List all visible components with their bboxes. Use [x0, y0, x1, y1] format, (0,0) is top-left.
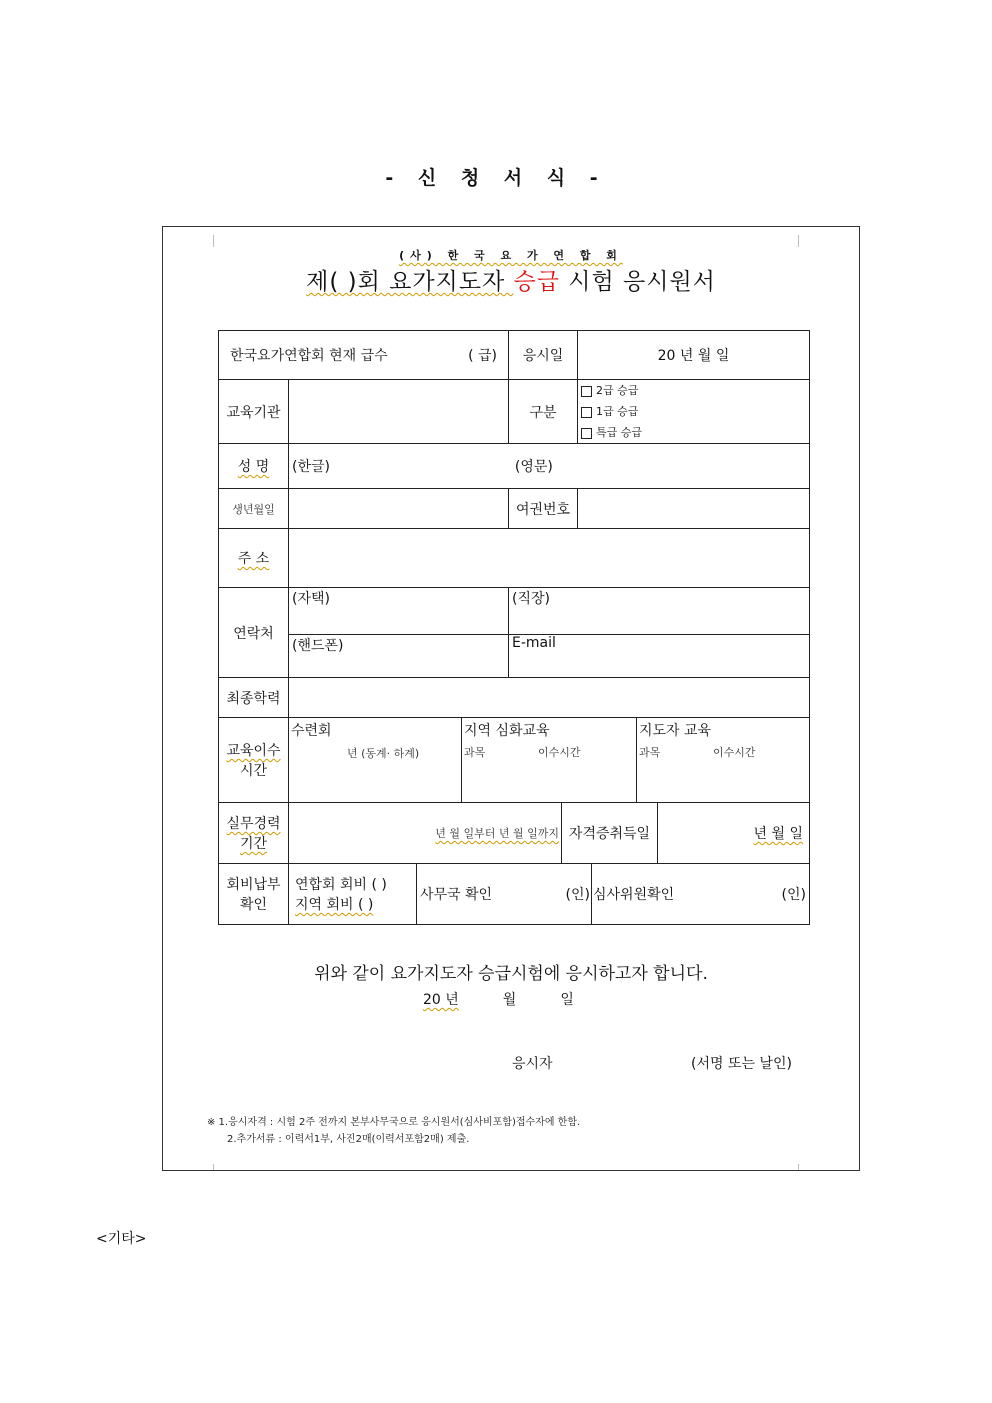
form-title: 제( )회 요가지도자 승급 시험 응시원서 — [306, 269, 716, 295]
birth-row — [219, 489, 810, 529]
birth-label: 생년월일 — [219, 489, 289, 529]
crop-mark — [798, 235, 807, 247]
note-documents: 2.추가서류 : 이력서1부, 사진2매(이력서포함2매) 제출. — [227, 1134, 470, 1145]
checkbox[interactable] — [581, 428, 592, 439]
address-field[interactable] — [289, 529, 810, 588]
instructor-training-cell[interactable]: 지도자 교육 과목 이수시간 — [639, 723, 756, 759]
crop-mark — [798, 1164, 807, 1170]
name-korean: (한글) — [292, 459, 330, 475]
institution-row — [219, 380, 810, 444]
page-heading: - 신 청 서 식 - — [385, 167, 607, 189]
email-field[interactable]: E-mail — [509, 635, 810, 678]
institution-label: 교육기관 — [219, 380, 289, 444]
contact-row-1 — [219, 588, 810, 635]
crop-mark — [213, 1164, 222, 1170]
category-label: 구분 — [509, 380, 578, 444]
fee-row — [219, 864, 810, 925]
grade-row — [219, 331, 810, 380]
application-table — [218, 330, 810, 925]
training-label: 교육이수 시간 — [219, 718, 289, 803]
address-label: 주 소 — [219, 529, 289, 588]
contact-row-2 — [219, 635, 810, 678]
declaration-text: 위와 같이 요가지도자 승급시험에 응시하고자 합니다. — [314, 964, 708, 984]
union-fee[interactable]: 연합회 회비 ( ) — [295, 877, 387, 893]
current-grade-field[interactable]: ( 급) — [468, 348, 497, 364]
category-option[interactable]: 2급 승급 — [581, 380, 806, 401]
education-row — [219, 678, 810, 718]
category-options — [578, 380, 810, 444]
applicant-label: 응시자 — [512, 1056, 553, 1072]
name-english: (영문) — [514, 459, 553, 475]
birth-field[interactable] — [289, 489, 509, 529]
training-row — [219, 718, 810, 803]
category-option[interactable]: 특급 승급 — [581, 422, 806, 443]
name-row — [219, 444, 810, 489]
review-confirm-field[interactable]: 심사위원확인 (인) — [593, 887, 806, 903]
mobile-field[interactable]: (핸드폰) — [289, 635, 509, 678]
category-option[interactable]: 1급 승급 — [581, 401, 806, 422]
note-eligibility: ※ 1.응시자격 : 시험 2주 전까지 본부사무국으로 응시원서(심사비포함)접수자에 한함. — [207, 1117, 581, 1128]
home-phone-field[interactable]: (자택) — [289, 588, 509, 635]
signature-label: (서명 또는 날인) — [691, 1056, 792, 1072]
regional-fee[interactable]: 지역 회비 ( ) — [295, 897, 374, 913]
address-row — [219, 529, 810, 588]
regional-training-cell[interactable]: 지역 심화교육 과목 이수시간 — [462, 718, 637, 802]
experience-period-field[interactable]: 년 월 일부터 년 월 일까지 — [289, 803, 562, 863]
exam-date-label: 응시일 — [509, 331, 578, 380]
checkbox[interactable] — [581, 386, 592, 397]
fee-fields[interactable] — [289, 864, 417, 924]
education-field[interactable] — [289, 678, 810, 718]
retreat-cell[interactable]: 수련회 년 (동계· 하계) — [289, 718, 462, 802]
declaration-date: 20 년 월 일 — [423, 992, 574, 1008]
application-form — [162, 226, 860, 1171]
form-notes — [207, 1114, 580, 1148]
footer-label: <기타> — [96, 1231, 147, 1247]
education-label: 최종학력 — [219, 678, 289, 718]
experience-row — [219, 803, 810, 864]
name-label: 성 명 — [219, 444, 289, 489]
institution-field[interactable] — [289, 380, 509, 444]
fee-label: 회비납부 확인 — [219, 864, 289, 925]
work-phone-field[interactable]: (직장) — [509, 588, 810, 635]
experience-label: 실무경력 기간 — [219, 803, 289, 864]
contact-label: 연락처 — [219, 588, 289, 678]
name-field[interactable] — [289, 444, 810, 489]
passport-field[interactable] — [578, 489, 810, 529]
cert-date-field[interactable]: 년 월 일 — [753, 826, 803, 842]
organization-name: (사) 한 국 요 가 연 합 회 — [399, 249, 623, 262]
exam-date-field[interactable]: 20 년 월 일 — [578, 331, 810, 380]
passport-label: 여권번호 — [509, 489, 578, 529]
crop-mark — [213, 235, 222, 247]
cert-date-label: 자격증취득일 — [562, 803, 658, 863]
office-confirm-field[interactable]: 사무국 확인 (인) — [417, 864, 592, 924]
current-grade-label: 한국요가연합회 현재 급수 — [230, 348, 388, 364]
checkbox[interactable] — [581, 407, 592, 418]
